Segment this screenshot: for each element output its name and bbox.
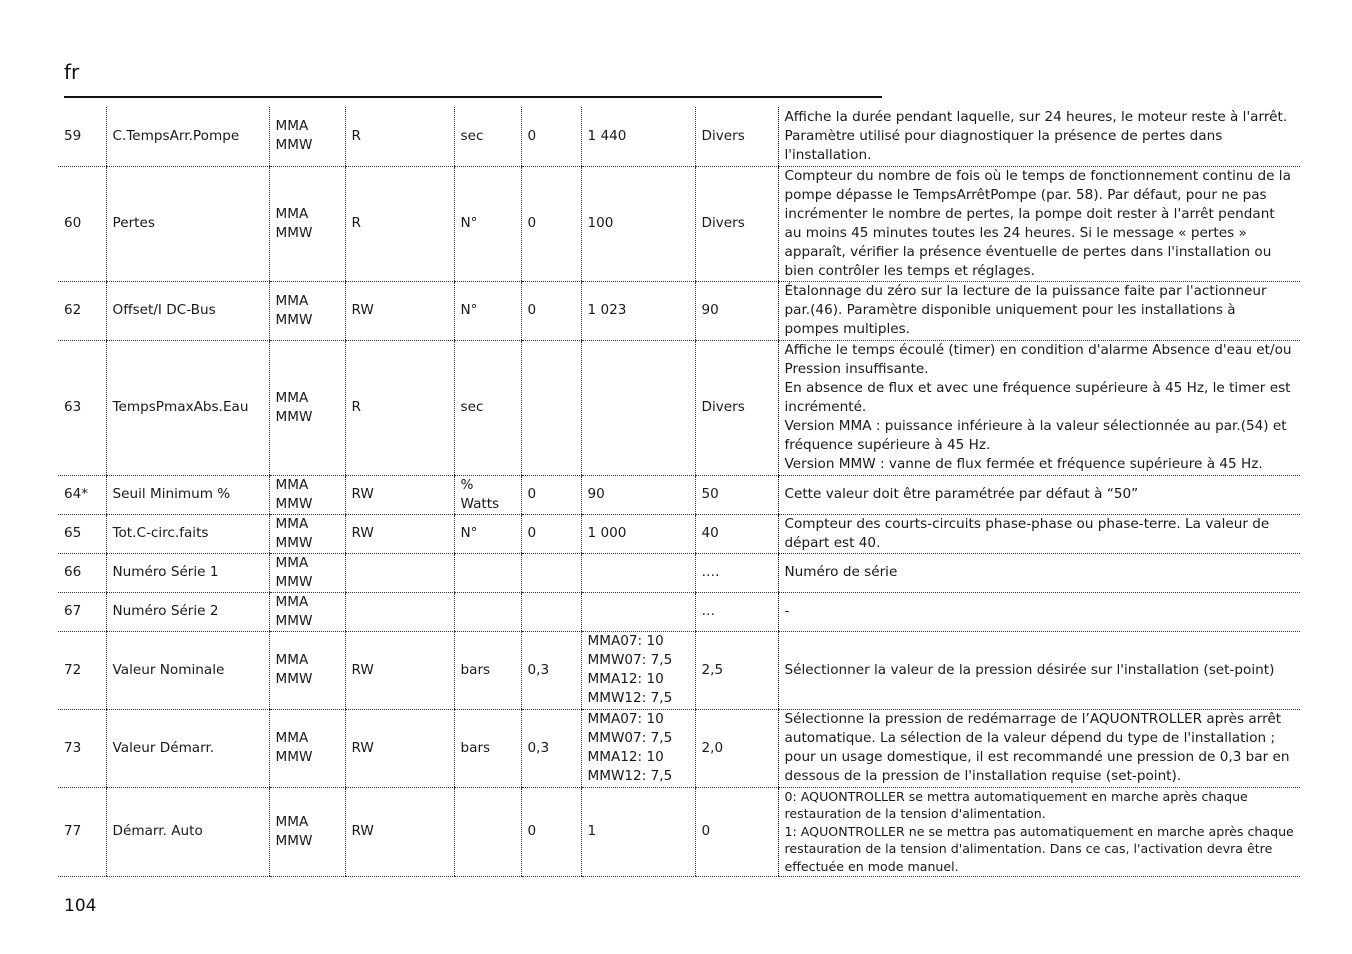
version-line: MMW <box>275 137 313 154</box>
max-value-line: 1 440 <box>587 127 627 144</box>
default-value-cell: Divers <box>695 107 778 166</box>
version-line: MMW <box>275 408 313 425</box>
description-cell <box>778 340 1300 475</box>
max-value-line: MMA12: 10 <box>587 749 664 765</box>
max-value-cell <box>581 787 695 876</box>
param-number-cell: 66 <box>58 553 106 592</box>
description-cell <box>778 787 1300 876</box>
version-line: MMA <box>275 118 309 135</box>
version-line: MMW <box>275 311 313 328</box>
table-row <box>58 553 1300 592</box>
max-value-cell <box>581 553 695 592</box>
version-line: MMA <box>275 554 309 571</box>
description-cell: Compteur du nombre de fois où le temps de fonctionnement continu de la pompe dépasse le TempsArrêtPompe (par. 58). Par défaut, pour ne pas incrémenter le nombre de pertes, la pompe doit rester à l'arrêt pendant au moins 45 minutes toutes les 24 heures. Si le message « pertes » apparaît, vérifier la présence éventuelle de pertes dans l'installation ou bien contrôler les temps et réglages. <box>778 166 1300 281</box>
description-cell: Sélectionne la pression de redémarrage de l’AQUONTROLLER après arrêt automatique. La sélection de la valeur dépend du type de l'installation ; pour un usage domestique, il est recommandé une pression de 0,3 bar en dessous de la pression de l'installation requise (set-point). <box>778 709 1300 787</box>
min-value-cell <box>521 553 581 592</box>
language-label: fr <box>64 60 80 84</box>
param-name-cell: Valeur Nominale <box>106 631 269 709</box>
default-value-cell: Divers <box>695 340 778 475</box>
parameter-table <box>58 107 1300 877</box>
default-value-cell: … <box>695 592 778 631</box>
unit-cell: bars <box>454 709 521 787</box>
access-cell: R <box>345 107 454 166</box>
unit-cell: % Watts <box>454 475 521 514</box>
default-value-cell: Divers <box>695 166 778 281</box>
param-number-cell: 72 <box>58 631 106 709</box>
max-value-line: 90 <box>587 486 605 502</box>
unit-cell: N° <box>454 281 521 340</box>
max-value-cell <box>581 631 695 709</box>
description-line: 1: AQUONTROLLER ne se mettra pas automatiquement en marche après chaque restauration de la tension d'alimentation. Dans ce cas, l'activation devra être effectuée en mode manuel. <box>784 823 1294 874</box>
table-row <box>58 107 1300 166</box>
table-row <box>58 340 1300 475</box>
version-line: MMW <box>275 534 313 551</box>
version-line: MMA <box>275 652 309 668</box>
description-cell: Sélectionner la valeur de la pression désirée sur l'installation (set-point) <box>778 631 1300 709</box>
version-cell <box>269 475 345 514</box>
version-line: MMW <box>275 495 313 512</box>
min-value-cell: 0 <box>521 787 581 876</box>
default-value-cell: 50 <box>695 475 778 514</box>
unit-cell: sec <box>454 340 521 475</box>
version-line: MMA <box>275 389 309 406</box>
min-value-cell: 0,3 <box>521 709 581 787</box>
access-cell: RW <box>345 709 454 787</box>
version-cell <box>269 166 345 281</box>
default-value-cell: 40 <box>695 514 778 553</box>
description-cell: Compteur des courts-circuits phase-phase ou phase-terre. La valeur de départ est 40. <box>778 514 1300 553</box>
param-name-cell: Numéro Série 2 <box>106 592 269 631</box>
version-line: MMW <box>275 832 313 849</box>
version-line: MMW <box>275 573 313 590</box>
version-cell <box>269 709 345 787</box>
max-value-cell <box>581 592 695 631</box>
max-value-line: 1 023 <box>587 302 627 318</box>
min-value-cell: 0 <box>521 475 581 514</box>
param-number-cell: 67 <box>58 592 106 631</box>
page-number: 104 <box>64 896 97 916</box>
access-cell: RW <box>345 281 454 340</box>
table-row <box>58 281 1300 340</box>
version-line: MMA <box>275 205 309 222</box>
version-cell <box>269 281 345 340</box>
table-row <box>58 166 1300 281</box>
max-value-cell <box>581 340 695 475</box>
param-number-cell: 60 <box>58 166 106 281</box>
version-cell <box>269 787 345 876</box>
version-line: MMW <box>275 224 313 241</box>
version-line: MMA <box>275 515 309 532</box>
access-cell <box>345 592 454 631</box>
description-cell: - <box>778 592 1300 631</box>
param-name-cell: Offset/I DC-Bus <box>106 281 269 340</box>
version-cell <box>269 514 345 553</box>
table-row <box>58 514 1300 553</box>
description-cell: Étalonnage du zéro sur la lecture de la puissance faite par l'actionneur par.(46). Paramètre disponible uniquement pour les installations à pompes multiples. <box>778 281 1300 340</box>
max-value-line: MMA12: 10 <box>587 671 664 687</box>
param-name-cell: Numéro Série 1 <box>106 553 269 592</box>
version-cell <box>269 592 345 631</box>
min-value-cell <box>521 592 581 631</box>
table-row <box>58 787 1300 876</box>
version-cell <box>269 107 345 166</box>
param-name-cell: Seuil Minimum % <box>106 475 269 514</box>
param-name-cell: TempsPmaxAbs.Eau <box>106 340 269 475</box>
default-value-cell: 90 <box>695 281 778 340</box>
access-cell: RW <box>345 514 454 553</box>
description-cell: Numéro de série <box>778 553 1300 592</box>
min-value-cell <box>521 340 581 475</box>
param-number-cell: 73 <box>58 709 106 787</box>
table-row <box>58 709 1300 787</box>
unit-cell: N° <box>454 514 521 553</box>
table-row <box>58 475 1300 514</box>
access-cell: RW <box>345 475 454 514</box>
default-value-cell: 2,0 <box>695 709 778 787</box>
param-name-cell: Démarr. Auto <box>106 787 269 876</box>
default-value-cell: 0 <box>695 787 778 876</box>
max-value-line: 1 <box>587 823 597 839</box>
description-line: Affiche le temps écoulé (timer) en condition d'alarme Absence d'eau et/ou Pression insuffisante. <box>784 342 1292 377</box>
param-number-cell: 77 <box>58 787 106 876</box>
max-value-line: MMW12: 7,5 <box>587 690 673 706</box>
description-cell: Affiche la durée pendant laquelle, sur 24 heures, le moteur reste à l'arrêt. Paramètre utilisé pour diagnostiquer la présence de pertes dans l'installation. <box>778 107 1300 166</box>
unit-cell <box>454 592 521 631</box>
min-value-cell: 0 <box>521 281 581 340</box>
version-line: MMA <box>275 813 309 830</box>
description-cell: Cette valeur doit être paramétrée par défaut à “50” <box>778 475 1300 514</box>
unit-cell: bars <box>454 631 521 709</box>
unit-cell: N° <box>454 166 521 281</box>
param-name-cell: C.TempsArr.Pompe <box>106 107 269 166</box>
version-cell <box>269 340 345 475</box>
default-value-cell: 2,5 <box>695 631 778 709</box>
max-value-cell <box>581 107 695 166</box>
version-line: MMA <box>275 593 309 610</box>
version-line: MMW <box>275 612 313 629</box>
param-number-cell: 59 <box>58 107 106 166</box>
table-row <box>58 631 1300 709</box>
max-value-line: MMA07: 10 <box>587 711 664 727</box>
param-number-cell: 62 <box>58 281 106 340</box>
version-cell <box>269 553 345 592</box>
version-line: MMW <box>275 671 313 687</box>
table-row <box>58 592 1300 631</box>
default-value-cell: …. <box>695 553 778 592</box>
version-line: MMA <box>275 476 309 493</box>
parameter-rows <box>58 107 1300 876</box>
version-cell <box>269 631 345 709</box>
param-name-cell: Tot.C-circ.faits <box>106 514 269 553</box>
description-line: 0: AQUONTROLLER se mettra automatiquement en marche après chaque restauration de la tension d'alimentation. <box>784 788 1248 822</box>
param-name-cell: Valeur Démarr. <box>106 709 269 787</box>
max-value-line: MMA07: 10 <box>587 633 664 649</box>
header-rule <box>64 96 882 98</box>
max-value-cell <box>581 475 695 514</box>
access-cell: R <box>345 166 454 281</box>
version-line: MMW <box>275 749 313 765</box>
access-cell <box>345 553 454 592</box>
access-cell: RW <box>345 787 454 876</box>
param-number-cell: 65 <box>58 514 106 553</box>
max-value-cell <box>581 709 695 787</box>
description-line: En absence de flux et avec une fréquence supérieure à 45 Hz, le timer est incrémenté. <box>784 380 1291 415</box>
param-number-cell: 63 <box>58 340 106 475</box>
version-line: MMA <box>275 292 309 309</box>
max-value-line: MMW07: 7,5 <box>587 652 673 668</box>
max-value-line: 100 <box>587 215 614 231</box>
max-value-cell <box>581 166 695 281</box>
min-value-cell: 0 <box>521 107 581 166</box>
min-value-cell: 0 <box>521 514 581 553</box>
unit-cell: sec <box>454 107 521 166</box>
min-value-cell: 0 <box>521 166 581 281</box>
min-value-cell: 0,3 <box>521 631 581 709</box>
param-name-cell: Pertes <box>106 166 269 281</box>
param-number-cell: 64* <box>58 475 106 514</box>
max-value-line: MMW07: 7,5 <box>587 730 673 746</box>
unit-cell <box>454 787 521 876</box>
max-value-cell <box>581 514 695 553</box>
unit-cell <box>454 553 521 592</box>
max-value-cell <box>581 281 695 340</box>
max-value-line: 1 000 <box>587 525 627 541</box>
version-line: MMA <box>275 730 309 746</box>
access-cell: R <box>345 340 454 475</box>
access-cell: RW <box>345 631 454 709</box>
description-line: Version MMW : vanne de flux fermée et fréquence supérieure à 45 Hz. <box>784 456 1263 472</box>
max-value-line: MMW12: 7,5 <box>587 768 673 784</box>
description-line: Version MMA : puissance inférieure à la valeur sélectionnée au par.(54) et fréquence supérieure à 45 Hz. <box>784 418 1287 453</box>
